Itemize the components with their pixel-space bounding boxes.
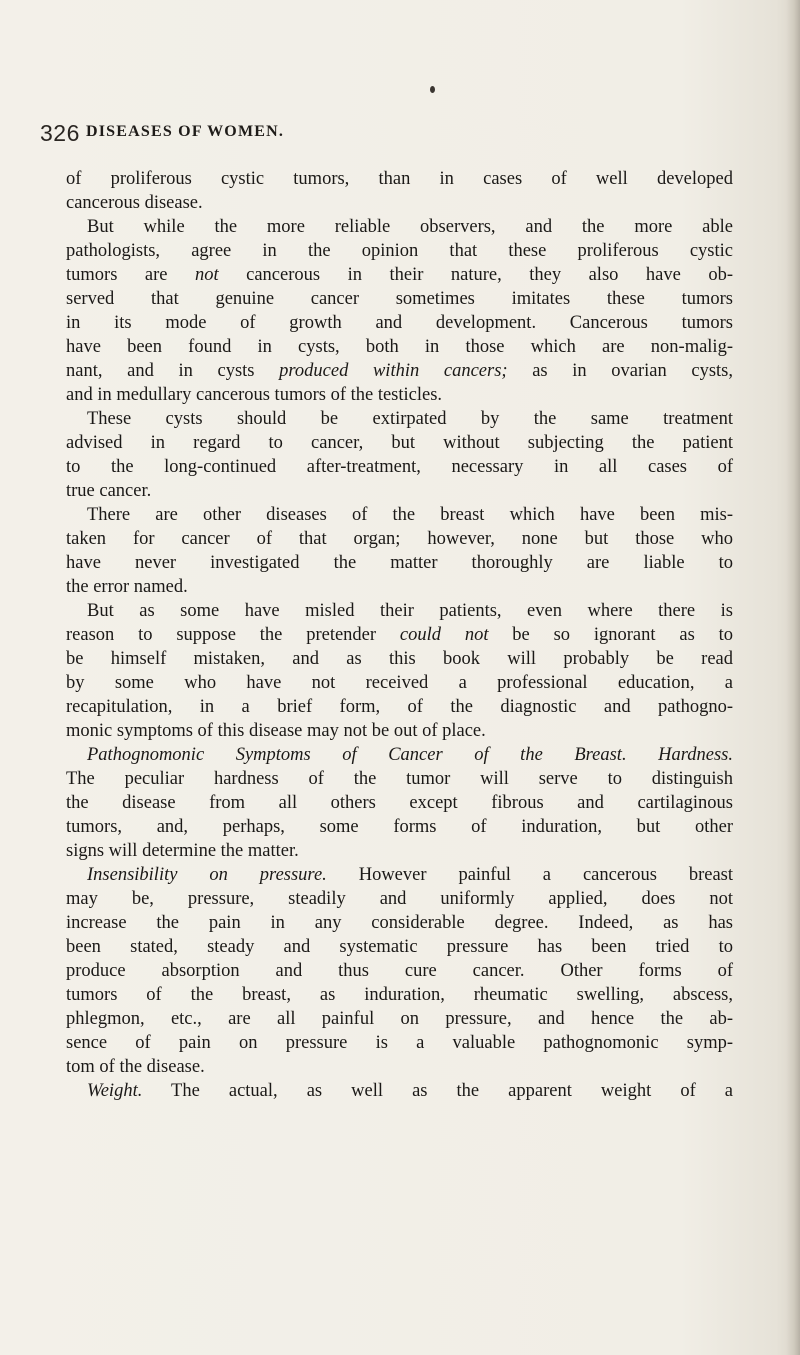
text-line: But as some have misled their patients, even where there is [87, 601, 733, 621]
text-line: sence of pain on pressure is a valuable pathognomonic symp- [66, 1033, 733, 1053]
text-line: tumors, and, perhaps, some forms of induration, but other [66, 817, 733, 837]
text-line: taken for cancer of that organ; however, none but those who [66, 529, 733, 549]
section-heading-line: Pathognomonic Symptoms of Cancer of the Breast. Hardness. [87, 745, 733, 765]
text-line: The peculiar hardness of the tumor will serve to distinguish [66, 769, 733, 789]
text-line: reason to suppose the pretender could not be so ignorant as to [66, 625, 733, 645]
text-line: of proliferous cystic tumors, than in cases of well developed [66, 169, 733, 189]
text-line: served that genuine cancer sometimes imitates these tumors [66, 289, 733, 309]
text-line: produce absorption and thus cure cancer. Other forms of [66, 961, 733, 981]
running-title: DISEASES OF WOMEN. [86, 123, 285, 140]
text-line: be himself mistaken, and as this book will probably be read [66, 649, 733, 669]
text-line: nant, and in cysts produced within cancers; as in ovarian cysts, [66, 361, 734, 381]
text-line: to the long-continued after-treatment, necessary in all cases of [66, 457, 733, 477]
text-line: have been found in cysts, both in those which are non-malig- [66, 337, 733, 357]
page-number: 326 [40, 120, 80, 146]
text-line: But while the more reliable observers, and the more able [87, 217, 733, 237]
text-line: recapitulation, in a brief form, of the diagnostic and pathogno- [66, 697, 733, 717]
text-line: These cysts should be extirpated by the same treatment [87, 409, 733, 429]
text-line: Weight. The actual, as well as the apparent weight of a [87, 1081, 733, 1101]
text-line: tumors are not cancerous in their nature, they also have ob- [66, 265, 733, 285]
text-line: may be, pressure, steadily and uniformly applied, does not [66, 889, 733, 909]
text-line: the disease from all others except fibrous and cartilaginous [66, 793, 733, 813]
text-line: Insensibility on pressure. However painful a cancerous breast [87, 865, 734, 885]
running-head [40, 120, 740, 144]
text-line: monic symptoms of this disease may not be out of place. [66, 721, 486, 741]
text-line: true cancer. [66, 481, 152, 501]
text-line: phlegmon, etc., are all painful on pressure, and hence the ab- [66, 1009, 733, 1029]
text-line: by some who have not received a professional education, a [66, 673, 733, 693]
text-line: increase the pain in any considerable degree. Indeed, as has [66, 913, 733, 933]
text-line: pathologists, agree in the opinion that these proliferous cystic [66, 241, 733, 261]
text-line: been stated, steady and systematic pressure has been tried to [66, 937, 733, 957]
ink-speck [430, 86, 435, 93]
text-line: advised in regard to cancer, but without subjecting the patient [66, 433, 733, 453]
text-line: in its mode of growth and development. Cancerous tumors [66, 313, 733, 333]
text-line: cancerous disease. [66, 193, 203, 213]
text-line: tom of the disease. [66, 1057, 205, 1077]
text-line: There are other diseases of the breast which have been mis- [87, 505, 733, 525]
text-line: signs will determine the matter. [66, 841, 299, 861]
text-line: the error named. [66, 577, 188, 597]
text-line: tumors of the breast, as induration, rheumatic swelling, abscess, [66, 985, 733, 1005]
text-line: have never investigated the matter thoroughly are liable to [66, 553, 733, 573]
page-edge-shadow [786, 0, 800, 1355]
body-text [66, 167, 733, 1103]
text-line: and in medullary cancerous tumors of the testicles. [66, 385, 443, 405]
